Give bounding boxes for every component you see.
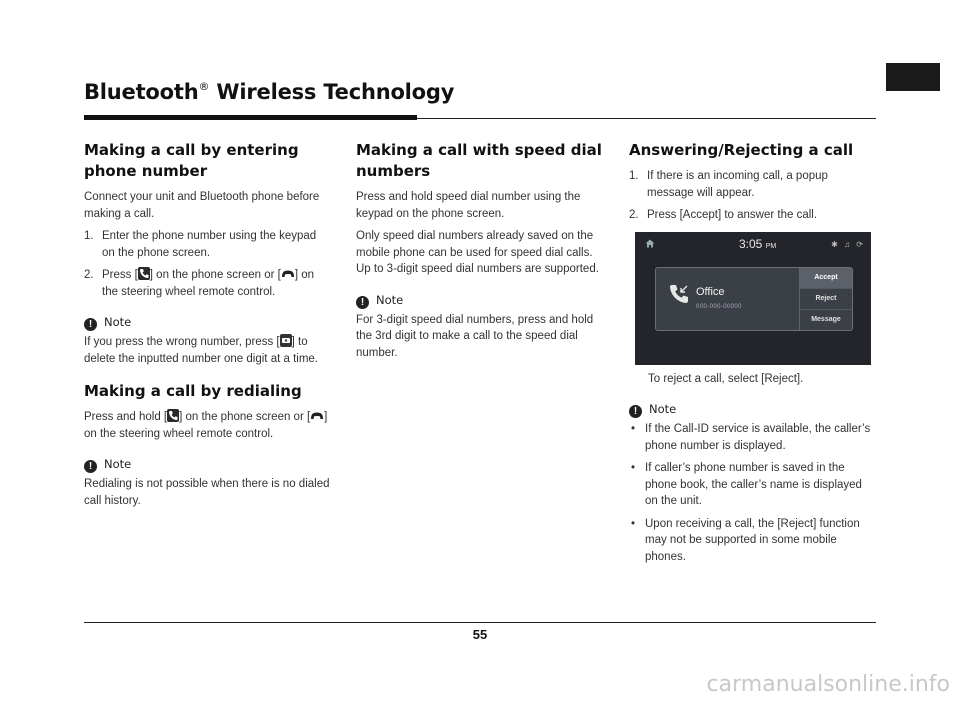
call-actions — [799, 268, 852, 330]
footer-rule — [84, 622, 876, 623]
step-2: 2. Press [ ] on the phone screen or [ ] on the steering wheel remote control. — [84, 269, 315, 298]
clock: 3:05 PM — [739, 236, 777, 251]
column-3 — [629, 140, 877, 571]
note-exclamation-icon: ! — [629, 405, 642, 418]
reject-button[interactable]: Reject — [800, 289, 852, 310]
section-heading-enter-number: Making a call by entering phone number — [84, 141, 299, 180]
intro-text: Connect your unit and Bluetooth phone before making a call. — [84, 191, 320, 220]
chapter-title: Bluetooth® Wireless Technology — [84, 80, 455, 104]
column-1 — [84, 140, 332, 515]
steering-call-icon — [281, 269, 295, 279]
phone-call-icon — [138, 267, 150, 280]
note-text: If you press the wrong number, press [ ] to delete the inputted number one digit at a time. — [84, 336, 318, 365]
phone-call-icon — [167, 409, 179, 422]
section-heading-redial: Making a call by redialing — [84, 382, 302, 400]
steering-call-icon — [310, 411, 324, 421]
step-2: 2. Press [Accept] to answer the call. — [629, 209, 818, 221]
step-1: 1. If there is an incoming call, a popup message will appear. — [629, 170, 828, 199]
note-exclamation-icon: ! — [84, 460, 97, 473]
page-number: 55 — [472, 627, 488, 642]
step-1: 1. Enter the phone number using the keypad on the phone screen. — [84, 230, 317, 259]
section-heading-answer-reject: Answering/Rejecting a call — [629, 141, 854, 159]
note-exclamation-icon: ! — [84, 318, 97, 331]
screenshot-caption: To reject a call, select [Reject]. — [648, 372, 804, 385]
incoming-call-popup — [655, 267, 853, 331]
note-heading: ! Note — [84, 314, 332, 331]
chapter-tab — [886, 63, 940, 91]
home-icon — [645, 239, 655, 248]
note-heading: ! Note — [356, 292, 604, 309]
note-text: Redialing is not possible when there is no dialed call history. — [84, 478, 330, 507]
note-bullet-2: • If caller’s phone number is saved in the phone book, the caller’s name is displayed on the unit. — [631, 462, 862, 507]
section-heading-speed-dial: Making a call with speed dial numbers — [356, 141, 602, 180]
backspace-icon — [280, 334, 292, 347]
note-bullet-3: • Upon receiving a call, the [Reject] function may not be supported in some mobile phones. — [631, 517, 860, 563]
caller-name: Office — [696, 285, 725, 298]
watermark: carmanualsonline.info — [706, 672, 950, 697]
incoming-call-screenshot — [635, 232, 871, 365]
redial-text: Press and hold [ ] on the phone screen or [ ] on the steering wheel remote control. — [84, 411, 328, 440]
note-heading: ! Note — [629, 401, 877, 418]
column-2 — [356, 140, 604, 367]
message-button[interactable]: Message — [811, 315, 841, 323]
caller-number: 000-000-00000 — [696, 303, 742, 310]
note-text: For 3-digit speed dial numbers, press and hold the 3rd digit to make a call to the speed dial number. — [356, 313, 594, 359]
accept-button[interactable]: Accept — [800, 268, 852, 289]
status-icons: ✱ ♫ ⟳ — [831, 239, 865, 249]
note-heading: ! Note — [84, 456, 332, 473]
note-bullet-1: • If the Call-ID service is available, the caller’s phone number is displayed. — [631, 423, 871, 452]
header-rule-accent — [84, 115, 417, 120]
incoming-call-icon — [668, 283, 690, 305]
speed-dial-text-2: Only speed dial numbers already saved on the mobile phone can be used for speed dial calls. Up to 3-digit speed dial numbers are supported. — [356, 230, 599, 275]
speed-dial-text-1: Press and hold speed dial number using the keypad on the phone screen. — [356, 191, 581, 220]
note-exclamation-icon: ! — [356, 296, 369, 309]
